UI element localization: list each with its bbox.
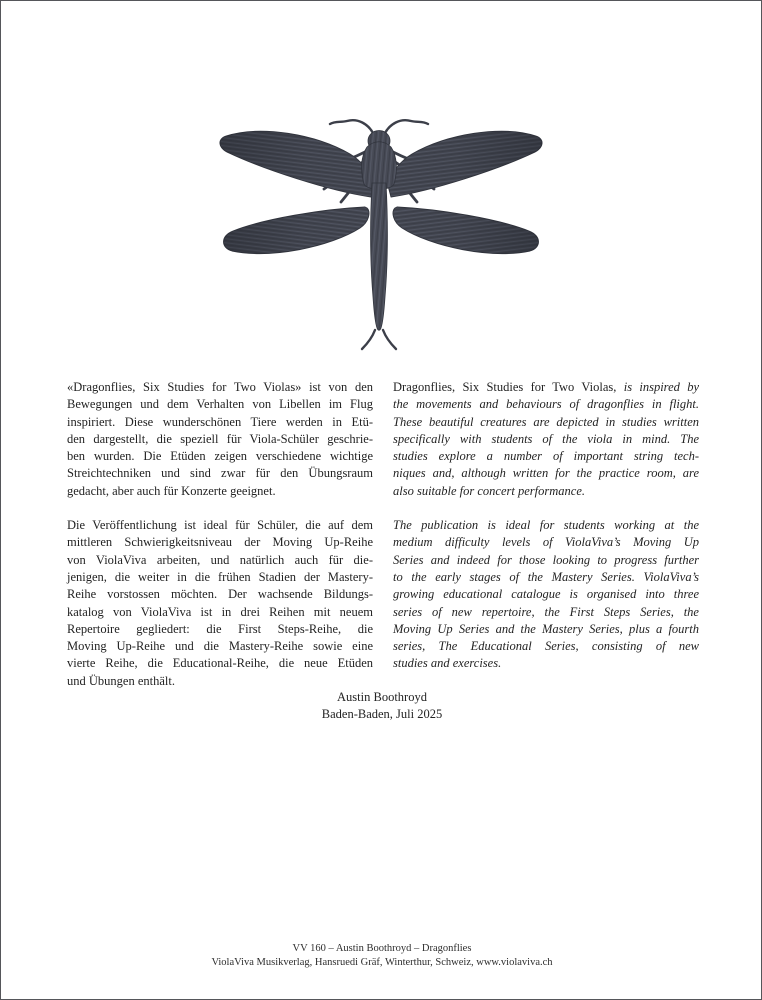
german-paragraph-1-line: Bewegungen und dem Verhalten von Libellen im Flug (67, 397, 373, 412)
german-paragraph-2-line: Die Veröffentlichung ist ideal für Schüler, die auf dem (67, 518, 373, 533)
english-paragraph-1-rest-line: also suitable for concert performance. (393, 483, 585, 498)
place-and-date: Baden-Baden, Juli 2025 (321, 707, 443, 722)
english-paragraph-2-line: Moving Up Series and the Mastery Series, plus a fourth (393, 621, 699, 636)
lead-line-italic-text: is inspired by (623, 380, 699, 394)
english-paragraph-2-line: Series and indeed for those looking to progress further (393, 552, 699, 567)
german-paragraph-2-line: Reihe vorstossen möchten. Der wachsende Bildungs- (67, 587, 373, 602)
german-paragraph-2-line: von ViolaViva arbeiten, und natürlich auch für die- (67, 552, 373, 567)
english-paragraph-1-lead-line (393, 379, 699, 396)
german-paragraph-1-line: Streichtechniken und sind zwar für den Übungsraum (67, 466, 373, 481)
dragonfly-icon (211, 111, 561, 361)
english-paragraph-1-rest-line: the movements and behaviours of dragonflies in flight. (393, 397, 699, 412)
dragonfly-illustration (211, 111, 561, 361)
german-paragraph-2-line: und Übungen enthält. (67, 673, 175, 688)
english-paragraph-1-rest-line: niques and, although written for the practice room, are (393, 466, 699, 481)
publisher-line: ViolaViva Musikverlag, Hansruedi Gräf, Winterthur, Schweiz, www.violaviva.ch (211, 956, 553, 968)
german-paragraph-2-line: Repertoire gegliedert: die First Steps-Reihe, die (67, 621, 373, 636)
english-paragraph-2 (393, 517, 699, 673)
english-paragraph-1 (393, 379, 699, 500)
english-paragraph-1-rest-line: specifically with students of the viola in mind. The (393, 431, 699, 446)
german-paragraph-1-line: ben wurden. Die Etüden zeigen verschiedene wichtige (67, 449, 373, 464)
german-paragraph-2-line: katalog von ViolaViva ist in drei Reihen mit neuem (67, 604, 373, 619)
german-paragraph-1-line: inspiriert. Diese wunderschönen Tiere werden in Etü- (67, 414, 373, 429)
english-paragraph-2-line: to the early stages of the Mastery Series. ViolaViva’s (393, 569, 699, 584)
german-paragraph-2 (67, 517, 373, 690)
german-paragraph-2-line: mittleren Schwierigkeitsniveau der Moving Up-Reihe (67, 535, 373, 550)
german-paragraph-1 (67, 379, 373, 500)
german-paragraph-1-line: gedacht, aber auch für Konzerte geeignet. (67, 483, 276, 498)
signature-block (1, 689, 762, 724)
german-column (67, 379, 373, 690)
german-paragraph-2-line: Moving Up-Reihe und die Mastery-Reihe sowie eine (67, 639, 373, 654)
catalogue-line: VV 160 – Austin Boothroyd – Dragonflies (292, 943, 472, 954)
german-paragraph-2-line: jenigen, die weiter in die frühen Stadien der Mastery- (67, 569, 373, 584)
english-paragraph-2-line: The publication is ideal for students working at the (393, 518, 699, 533)
english-paragraph-2-line: series of new repertoire, the First Steps Series, the (393, 604, 699, 619)
english-paragraph-2-line: growing educational catalogue is organised into three (393, 587, 699, 602)
english-paragraph-2-line: studies and exercises. (393, 656, 502, 671)
english-paragraph-1-rest-line: studies explore a number of important string tech- (393, 449, 699, 464)
publication-title: Dragonflies, Six Studies for Two Violas, (393, 380, 617, 394)
german-paragraph-1-line: den dargestellt, die speziell für Viola-Schüler geschrie- (67, 431, 373, 446)
author-name: Austin Boothroyd (337, 690, 427, 704)
german-paragraph-2-line: vierte Reihe, die Educational-Reihe, die neue Etüden (67, 656, 373, 671)
german-paragraph-1-line: «Dragonflies, Six Studies for Two Violas» ist von den (67, 380, 373, 394)
english-paragraph-1-rest (393, 396, 699, 500)
english-column (393, 379, 699, 673)
footer-imprint (1, 942, 762, 969)
english-paragraph-2-line: medium difficulty levels of ViolaViva’s Moving Up (393, 535, 699, 550)
english-paragraph-2-line: series, The Educational Series, consisting of new (393, 639, 699, 654)
english-paragraph-1-rest-line: These beautiful creatures are depicted in studies written (393, 414, 699, 429)
